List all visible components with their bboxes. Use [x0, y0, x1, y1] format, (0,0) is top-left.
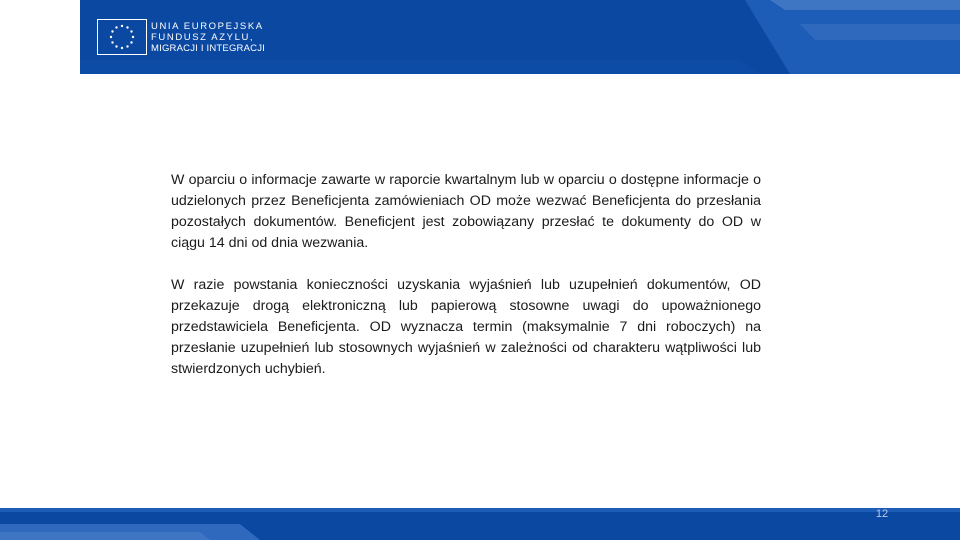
footer-band-graphic	[0, 508, 960, 540]
eu-fund-text	[151, 21, 265, 54]
header-banner	[0, 0, 960, 74]
eu-line-1: UNIA EUROPEJSKA	[151, 20, 264, 32]
eu-line-2: FUNDUSZ AZYLU,	[151, 31, 255, 43]
cope-logo-subtext: wiedzieć	[47, 62, 61, 66]
cope-logo-icon	[4, 6, 74, 68]
slide-body	[171, 170, 761, 380]
page-number: 12	[875, 508, 889, 520]
eu-line-3: MIGRACJI I INTEGRACJI	[151, 42, 265, 54]
paragraph-2: W razie powstania konieczności uzyskania wyjaśnień lub uzupełnień dokumentów, OD przekazuje drogą elektroniczną lub papierową stosowne uwagi do upoważnionego przedstawiciela Beneficjenta. OD wyznacza termin (maksymalnie 7 dni roboczych) na przesłanie uzupełnień lub stosownych wyjaśnień w zależności od charakteru wątpliwości lub stwierdzonych uchybień.	[171, 277, 761, 377]
eu-fund-logo	[97, 18, 265, 56]
paragraph-1: W oparciu o informacje zawarte w raporcie kwartalnym lub w oparciu o dostępne informacje o udzielonych przez Beneficjenta zamówieniach OD może wezwać Beneficjenta do przesłania pozostałych dokumentów. Beneficjent jest zobowiązany przesłać te dokumenty do OD w ciągu 14 dni od dnia wezwania.	[171, 172, 761, 251]
cope-logo-text: COPE	[22, 58, 45, 67]
eu-flag-icon	[97, 19, 147, 55]
